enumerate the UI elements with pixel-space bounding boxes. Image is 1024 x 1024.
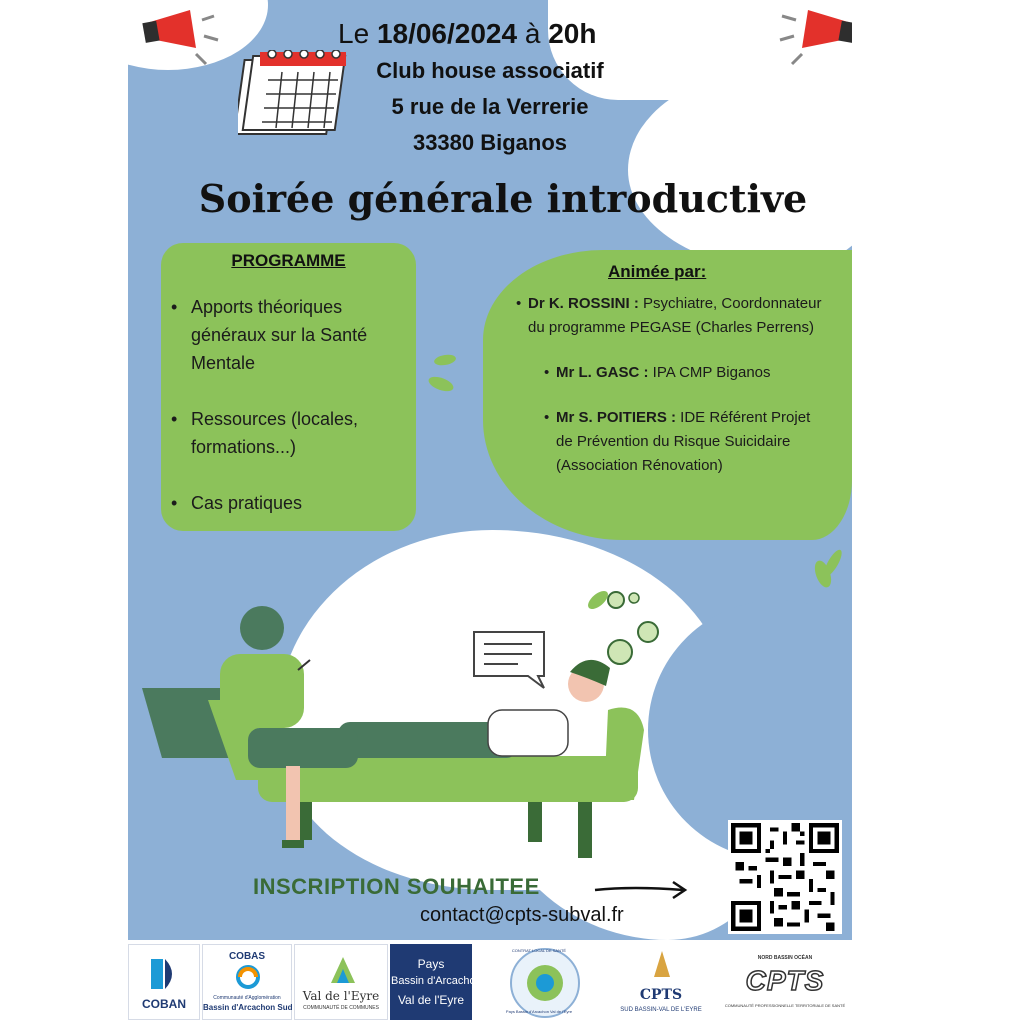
partner-logos: [128, 940, 852, 1024]
speaker-name: Mr S. POITIERS :: [556, 409, 677, 426]
qr-code[interactable]: [728, 820, 842, 934]
speaker-item: • Mr L. GASC : IPA CMP Biganos: [544, 364, 771, 381]
logo-val-de-leyre: Val de l'Eyre COMMUNAUTÉ DE COMMUNES: [294, 944, 388, 1020]
speaker-role: IDE Référent Projet de Prévention du Risque Suicidaire (Association Rénovation): [556, 409, 811, 474]
speakers-heading: Animée par:: [608, 262, 707, 281]
decorative-leaf: [433, 353, 456, 367]
speaker-item: • Mr S. POITIERS : IDE Référent Projet de Prévention du Risque Suicidaire (Association Rénovation): [544, 409, 811, 474]
speakers-list: [516, 292, 828, 499]
programme-list: [167, 293, 415, 545]
white-blob-title: [628, 70, 852, 270]
logo-cpts-sud: CPTS SUD BASSIN-VAL DE L'EYRE: [606, 944, 716, 1020]
speaker-item: • Dr K. ROSSINI : Psychiatre, Coordonnateur du programme PEGASE (Charles Perrens): [516, 295, 822, 336]
therapy-illustration: [138, 560, 758, 880]
val-de-leyre-logo-icon: [329, 955, 357, 985]
programme-item: • Ressources (locales, formations...): [167, 405, 415, 461]
speaker-role: IPA CMP Biganos: [648, 364, 771, 381]
event-date-line: Le 18/06/2024 à 20h: [338, 18, 597, 49]
contact-email[interactable]: contact@cpts-subval.fr: [420, 904, 624, 926]
event-title: Soirée générale introductive: [198, 176, 808, 221]
logo-contrat-local-sante: CONTRAT LOCAL DE SANTÉ Pays Bassin d'Arcachon Val de l'Eyre: [474, 944, 604, 1020]
event-time: 20h: [548, 18, 597, 49]
calendar-icon: [238, 50, 350, 138]
speaker-name: Dr K. ROSSINI :: [528, 295, 639, 312]
event-date: 18/06/2024: [376, 18, 518, 49]
venue-city: 33380 Biganos: [412, 130, 568, 155]
programme-heading: PROGRAMME: [231, 251, 346, 270]
programme-box: [161, 243, 416, 531]
speaker-name: Mr L. GASC :: [556, 364, 649, 381]
megaphone-icon: [140, 2, 230, 72]
megaphone-icon: [768, 2, 852, 72]
cpts-sud-logo-icon: [652, 949, 672, 979]
poster: [128, 0, 852, 1024]
logo-cpts-nord: NORD BASSIN OCÉAN CPTS COMMUNAUTÉ PROFESSIONNELLE TERRITORIALE DE SANTÉ: [718, 944, 852, 1020]
venue-street: 5 rue de la Verrerie: [391, 94, 589, 119]
cobas-logo-icon: [236, 965, 260, 989]
decorative-leaf: [427, 374, 456, 394]
registration-label: INSCRIPTION SOUHAITEE: [253, 874, 540, 899]
venue-name: Club house associatif: [376, 58, 604, 83]
programme-item: • Cas pratiques: [167, 489, 415, 517]
arrow-right-icon: [593, 878, 689, 902]
logo-coban: [128, 944, 200, 1020]
logo-pays-bassin: Pays Bassin d'Arcachon Val de l'Eyre: [390, 944, 472, 1020]
logo-coban-text: COBAN: [142, 997, 186, 1011]
logo-cobas: COBAS Communauté d'Agglomération Bassin d'Arcachon Sud: [202, 944, 292, 1020]
programme-item: • Apports théoriques généraux sur la Santé Mentale: [167, 293, 415, 377]
coban-logo-icon: [151, 959, 179, 989]
speaker-role: Psychiatre, Coordonnateur du programme PEGASE (Charles Perrens): [528, 295, 822, 336]
